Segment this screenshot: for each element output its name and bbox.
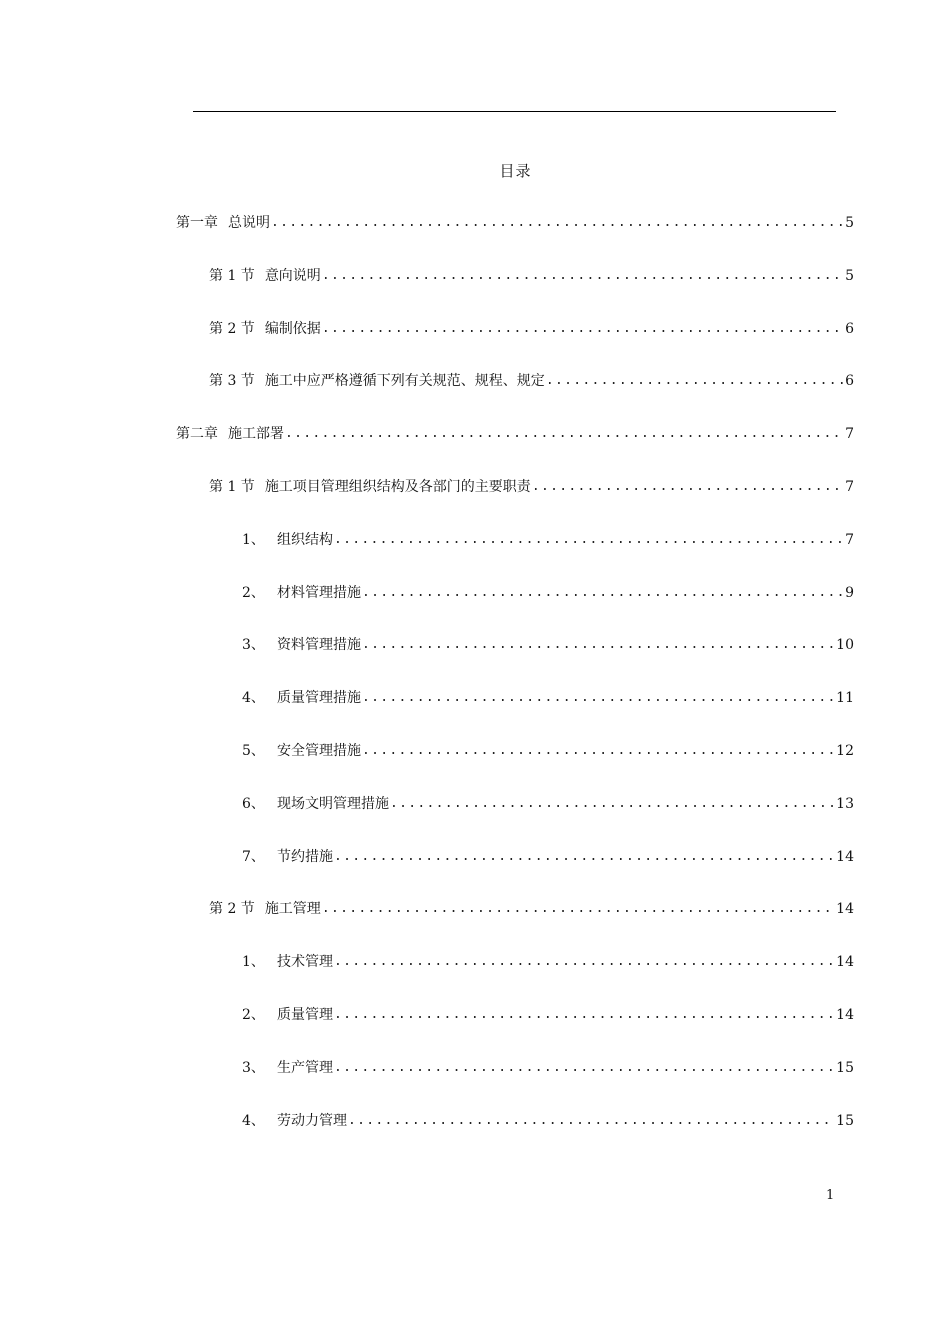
toc-entry-page: 13	[836, 795, 854, 812]
toc-entry-page: 7	[845, 531, 854, 548]
toc-entry[interactable]	[176, 476, 854, 529]
toc-entry-title: 施工管理	[264, 901, 321, 918]
toc-entry-title: 施工部署	[228, 426, 284, 443]
toc-dot-leader	[271, 212, 843, 234]
toc-entry[interactable]	[176, 898, 854, 951]
toc-entry-number: 7、	[242, 848, 265, 865]
page-number: 1	[826, 1188, 835, 1203]
toc-entry-title: 施工中应严格遵循下列有关规范、规程、规定	[264, 373, 545, 390]
toc-entry-number: 1、	[242, 954, 265, 971]
toc-dot-leader	[532, 476, 843, 498]
toc-entry-page: 5	[845, 267, 854, 284]
header-rule	[193, 111, 836, 112]
toc-entry-number: 4、	[242, 690, 265, 707]
toc-entry-number: 1、	[242, 531, 265, 548]
toc-entry[interactable]	[176, 423, 854, 476]
toc-entry-page: 7	[845, 426, 854, 443]
toc-entry-title: 劳动力管理	[277, 1112, 347, 1129]
toc-title: 目录	[499, 162, 532, 180]
toc-dot-leader	[362, 582, 843, 604]
toc-entry-title: 组织结构	[277, 531, 333, 548]
toc-entry[interactable]	[176, 265, 854, 318]
toc-entry-number: 第 2 节	[209, 901, 255, 918]
toc-dot-leader	[334, 846, 834, 868]
toc-dot-leader	[334, 1057, 834, 1079]
toc-entry[interactable]	[176, 687, 854, 740]
toc-entry[interactable]	[176, 1057, 854, 1110]
toc-entry[interactable]	[176, 951, 854, 1004]
toc-dot-leader	[390, 793, 834, 815]
toc-entry-number: 第 1 节	[209, 267, 255, 284]
toc-entry[interactable]	[176, 529, 854, 582]
toc-entry[interactable]	[176, 318, 854, 371]
toc-entry-page: 15	[836, 1112, 854, 1129]
toc-entry-page: 14	[836, 848, 854, 865]
toc-entry-page: 11	[836, 690, 854, 707]
toc-entry-title: 资料管理措施	[277, 637, 361, 654]
toc-dot-leader	[334, 1004, 834, 1026]
toc-entry[interactable]	[176, 846, 854, 899]
toc-entry[interactable]	[176, 212, 854, 265]
toc-entry-number: 第一章	[176, 215, 218, 231]
toc-entry-page: 14	[836, 954, 854, 971]
toc-dot-leader	[546, 370, 843, 392]
toc-entry-title: 质量管理	[277, 1006, 333, 1023]
toc-entry[interactable]	[176, 370, 854, 423]
toc-dot-leader	[285, 423, 843, 445]
toc-entry-page: 6	[845, 373, 854, 390]
toc-dot-leader	[362, 740, 834, 762]
toc-entry-title: 总说明	[228, 215, 270, 231]
toc-entry-title: 编制依据	[264, 320, 321, 337]
toc-entry-number: 第 2 节	[209, 320, 255, 337]
toc-entry-number: 第二章	[176, 426, 218, 443]
toc-entry-title: 技术管理	[277, 954, 333, 971]
toc-entry-page: 9	[845, 584, 854, 601]
toc-dot-leader	[322, 265, 843, 287]
toc-entry-title: 节约措施	[277, 848, 333, 865]
toc-entry-page: 14	[836, 1006, 854, 1023]
toc-entry-title: 材料管理措施	[277, 584, 361, 601]
toc-entry-number: 6、	[242, 795, 265, 812]
toc-entry-number: 3、	[242, 1059, 265, 1076]
toc-entry-page: 6	[845, 320, 854, 337]
toc-entry[interactable]	[176, 582, 854, 635]
toc-entry-title: 质量管理措施	[277, 690, 361, 707]
toc-dot-leader	[362, 634, 834, 656]
toc-dot-leader	[348, 1110, 834, 1132]
toc-entry-page: 14	[836, 901, 854, 918]
toc-entry-number: 5、	[242, 742, 265, 759]
toc-entry-title: 安全管理措施	[277, 742, 361, 759]
toc-dot-leader	[322, 318, 843, 340]
toc-dot-leader	[322, 898, 834, 920]
toc-entry-number: 3、	[242, 637, 265, 654]
toc-entry-number: 第 1 节	[209, 478, 255, 495]
toc-entry[interactable]	[176, 793, 854, 846]
toc-entry[interactable]	[176, 634, 854, 687]
toc-entry[interactable]	[176, 1110, 854, 1163]
toc-entry[interactable]	[176, 740, 854, 793]
toc-entry-title: 现场文明管理措施	[277, 795, 389, 812]
toc-entry-title: 施工项目管理组织结构及各部门的主要职责	[264, 478, 531, 495]
toc-dot-leader	[334, 529, 843, 551]
toc-entry-page: 7	[845, 478, 854, 495]
toc-entry-page: 10	[836, 637, 854, 654]
toc-entry-title: 意向说明	[264, 267, 321, 284]
toc-entry-page: 12	[836, 742, 854, 759]
toc-entry-number: 4、	[242, 1112, 265, 1129]
toc-entry-page: 15	[836, 1059, 854, 1076]
toc-dot-leader	[362, 687, 834, 709]
toc-dot-leader	[334, 951, 834, 973]
table-of-contents	[176, 212, 854, 1162]
toc-entry-number: 2、	[242, 1006, 265, 1023]
toc-entry[interactable]	[176, 1004, 854, 1057]
toc-entry-number: 第 3 节	[209, 373, 255, 390]
toc-entry-page: 5	[845, 215, 854, 231]
toc-entry-title: 生产管理	[277, 1059, 333, 1076]
toc-entry-number: 2、	[242, 584, 265, 601]
